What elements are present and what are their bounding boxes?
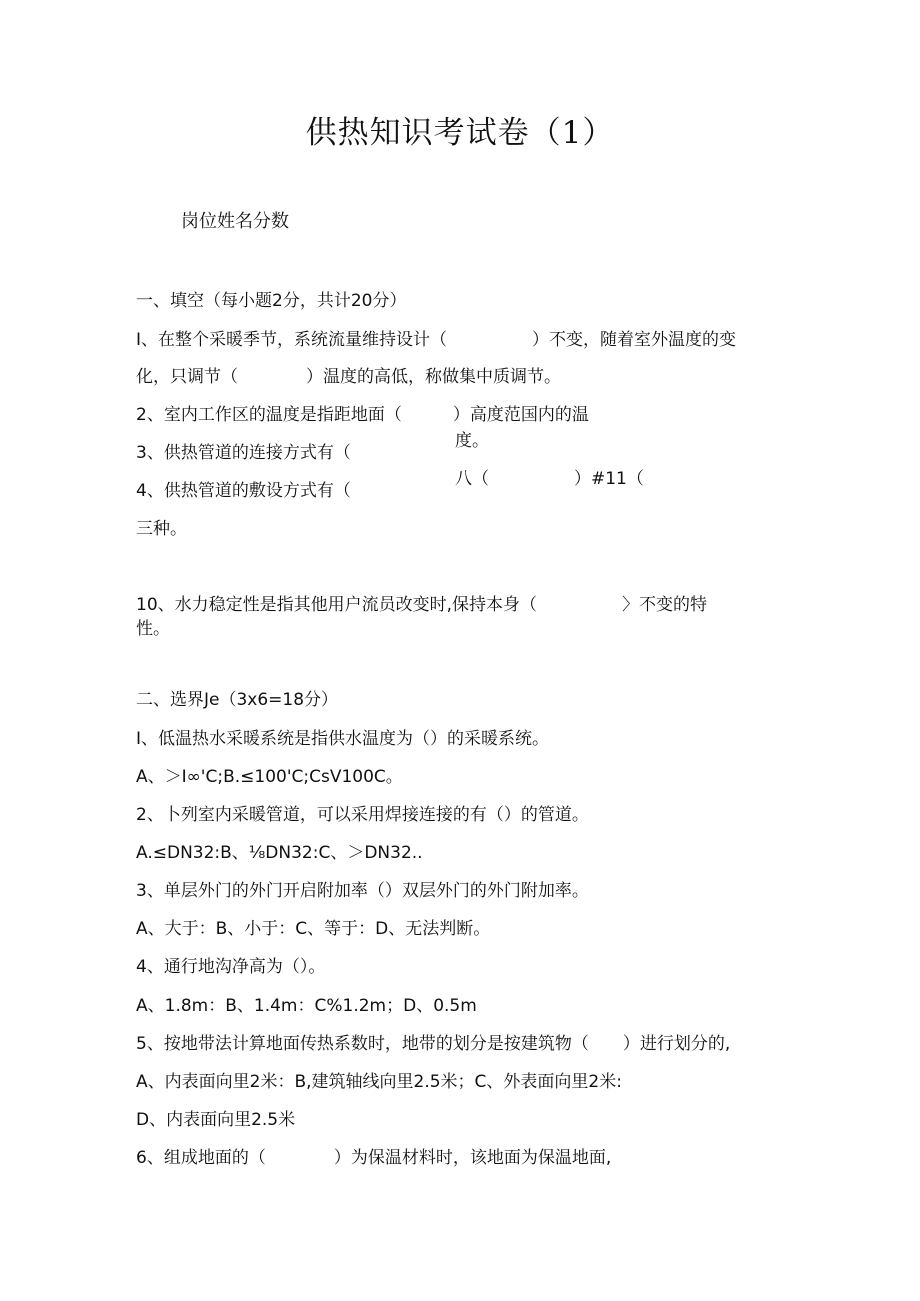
header-fields: 岗位姓名分数 bbox=[181, 211, 289, 232]
s2-q2: 2、卜列室内采暖管道，可以采用焊接连接的有（）的管道。 bbox=[136, 805, 589, 825]
s2-q5: 5、按地带法计算地面传热系数时，地带的划分是按建筑物（ ）进行划分的, bbox=[136, 1034, 731, 1054]
s1-q10-line1: 10、水力稳定性是指其他用户流员改变时,保持本身（ 〉不变的特 bbox=[136, 595, 708, 615]
s2-q5-options-2: D、内表面向里2.5米 bbox=[136, 1110, 296, 1130]
s1-q1-line1: I、在整个采暖季节，系统流量维持设计（ ）不变，随着室外温度的变 bbox=[136, 330, 737, 350]
section1-heading: 一、填空（每小题2分，共计20分） bbox=[136, 291, 407, 311]
s1-q1-line2: 化，只调节（ ）温度的高低，称做集中质调节。 bbox=[136, 367, 561, 387]
s2-q1-options: A、＞I∞'C;B.≤100'C;CsV100C。 bbox=[136, 767, 403, 787]
s2-q4: 4、通行地沟净高为（）。 bbox=[136, 957, 326, 977]
s2-q3: 3、单层外门的外门开启附加率（）双层外门的外门附加率。 bbox=[136, 881, 589, 901]
s1-q2-right: 度。 bbox=[455, 431, 489, 451]
s1-q2-left: 2、室内工作区的温度是指距地面（ ）高度范国内的温 bbox=[136, 405, 589, 425]
s2-q4-options: A、1.8m：B、1.4m：C%1.2m；D、0.5m bbox=[136, 996, 477, 1016]
s1-q3-right: 八（ ）#11（ bbox=[455, 469, 644, 489]
section2-heading: 二、选界Je（3x6=18分） bbox=[136, 690, 339, 710]
s2-q1: I、低温热水采暖系统是指供水温度为（）的采暖系统。 bbox=[136, 729, 550, 749]
s2-q2-options: A.≤DN32:B、⅛DN32:C、＞DN32.. bbox=[136, 843, 423, 863]
s2-q5-options-1: A、内表面向里2米：B,建筑轴线向里2.5米；C、外表面向里2米: bbox=[136, 1072, 622, 1092]
s1-q10-line2: 性。 bbox=[136, 619, 170, 639]
s2-q6: 6、组成地面的（ ）为保温材料时，该地面为保温地面, bbox=[136, 1148, 612, 1168]
s1-q4-cont: 三种。 bbox=[136, 519, 187, 539]
s1-q4-left: 4、供热管道的敷设方式有（ bbox=[136, 481, 351, 501]
s1-q3-left: 3、供热管道的连接方式有（ bbox=[136, 443, 351, 463]
s2-q3-options: A、大于：B、小于：C、等于：D、无法判断。 bbox=[136, 919, 491, 939]
page-title: 供热知识考试卷（1） bbox=[305, 115, 615, 151]
